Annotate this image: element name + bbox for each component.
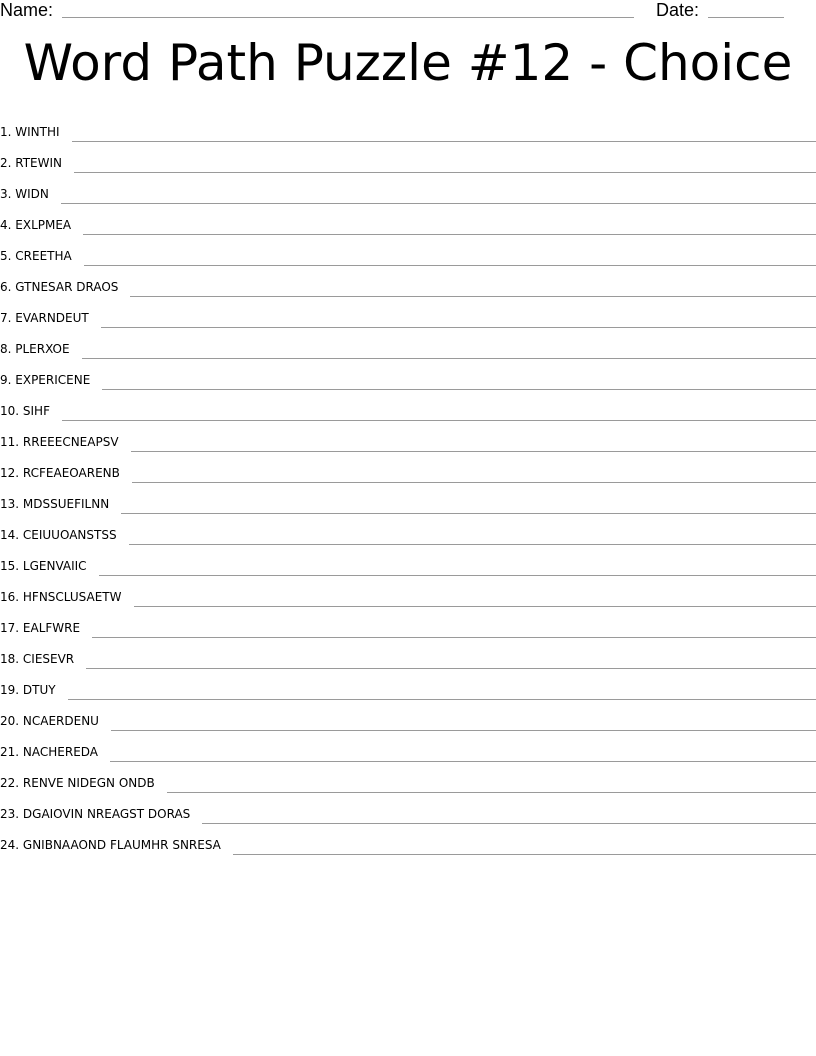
answer-line[interactable] bbox=[86, 667, 816, 669]
answer-line[interactable] bbox=[72, 140, 816, 142]
scrambled-word: 22. RENVE NIDEGN ONDB bbox=[0, 776, 155, 790]
list-item bbox=[0, 763, 816, 794]
list-item bbox=[0, 112, 816, 143]
page-title: Word Path Puzzle #12 - Choice bbox=[23, 34, 793, 92]
scrambled-word: 19. DTUY bbox=[0, 683, 56, 697]
list-item bbox=[0, 391, 816, 422]
answer-line[interactable] bbox=[61, 202, 816, 204]
list-item bbox=[0, 422, 816, 453]
answer-line[interactable] bbox=[130, 295, 816, 297]
answer-line[interactable] bbox=[101, 326, 816, 328]
scrambled-word: 6. GTNESAR DRAOS bbox=[0, 280, 119, 294]
scrambled-word: 4. EXLPMEA bbox=[0, 218, 72, 232]
scrambled-word: 18. CIESEVR bbox=[0, 652, 75, 666]
scrambled-word: 13. MDSSUEFILNN bbox=[0, 497, 110, 511]
answer-line[interactable] bbox=[202, 822, 816, 824]
answer-line[interactable] bbox=[74, 171, 816, 173]
answer-line[interactable] bbox=[132, 481, 816, 483]
scrambled-word: 10. SIHF bbox=[0, 404, 50, 418]
scrambled-word: 20. NCAERDENU bbox=[0, 714, 99, 728]
list-item bbox=[0, 670, 816, 701]
scrambled-word: 7. EVARNDEUT bbox=[0, 311, 89, 325]
scrambled-word: 21. NACHEREDA bbox=[0, 745, 99, 759]
scrambled-word: 14. CEIUUOANSTSS bbox=[0, 528, 117, 542]
puzzle-list bbox=[0, 112, 816, 856]
list-item bbox=[0, 701, 816, 732]
list-item bbox=[0, 236, 816, 267]
answer-line[interactable] bbox=[68, 698, 816, 700]
answer-line[interactable] bbox=[121, 512, 816, 514]
scrambled-word: 11. RREEECNEAPSV bbox=[0, 435, 119, 449]
list-item bbox=[0, 825, 816, 856]
scrambled-word: 8. PLERXOE bbox=[0, 342, 70, 356]
scrambled-word: 24. GNIBNAAOND FLAUMHR SNRESA bbox=[0, 838, 221, 852]
name-field[interactable] bbox=[62, 17, 634, 18]
list-item bbox=[0, 732, 816, 763]
scrambled-word: 16. HFNSCLUSAETW bbox=[0, 590, 122, 604]
scrambled-word: 12. RCFEAEOARENB bbox=[0, 466, 120, 480]
scrambled-word: 5. CREETHA bbox=[0, 249, 72, 263]
answer-line[interactable] bbox=[233, 853, 816, 855]
scrambled-word: 2. RTEWIN bbox=[0, 156, 63, 170]
list-item bbox=[0, 143, 816, 174]
answer-line[interactable] bbox=[92, 636, 816, 638]
list-item bbox=[0, 639, 816, 670]
answer-line[interactable] bbox=[131, 450, 816, 452]
scrambled-word: 23. DGAIOVIN NREAGST DORAS bbox=[0, 807, 191, 821]
list-item bbox=[0, 205, 816, 236]
scrambled-word: 9. EXPERICENE bbox=[0, 373, 91, 387]
answer-line[interactable] bbox=[167, 791, 816, 793]
date-field[interactable] bbox=[708, 17, 784, 18]
list-item bbox=[0, 298, 816, 329]
list-item bbox=[0, 174, 816, 205]
answer-line[interactable] bbox=[102, 388, 816, 390]
list-item bbox=[0, 329, 816, 360]
list-item bbox=[0, 608, 816, 639]
list-item bbox=[0, 794, 816, 825]
answer-line[interactable] bbox=[83, 233, 816, 235]
list-item bbox=[0, 453, 816, 484]
answer-line[interactable] bbox=[62, 419, 816, 421]
list-item bbox=[0, 546, 816, 577]
list-item bbox=[0, 577, 816, 608]
date-label: Date: bbox=[656, 0, 700, 20]
list-item bbox=[0, 484, 816, 515]
list-item bbox=[0, 267, 816, 298]
answer-line[interactable] bbox=[111, 729, 816, 731]
answer-line[interactable] bbox=[134, 605, 816, 607]
list-item bbox=[0, 515, 816, 546]
answer-line[interactable] bbox=[82, 357, 816, 359]
scrambled-word: 17. EALFWRE bbox=[0, 621, 81, 635]
answer-line[interactable] bbox=[110, 760, 816, 762]
list-item bbox=[0, 360, 816, 391]
scrambled-word: 3. WIDN bbox=[0, 187, 49, 201]
answer-line[interactable] bbox=[99, 574, 816, 576]
scrambled-word: 1. WINTHI bbox=[0, 125, 60, 139]
name-label: Name: bbox=[0, 0, 54, 20]
worksheet-header bbox=[0, 0, 816, 22]
scrambled-word: 15. LGENVAIIC bbox=[0, 559, 87, 573]
answer-line[interactable] bbox=[84, 264, 816, 266]
answer-line[interactable] bbox=[129, 543, 816, 545]
